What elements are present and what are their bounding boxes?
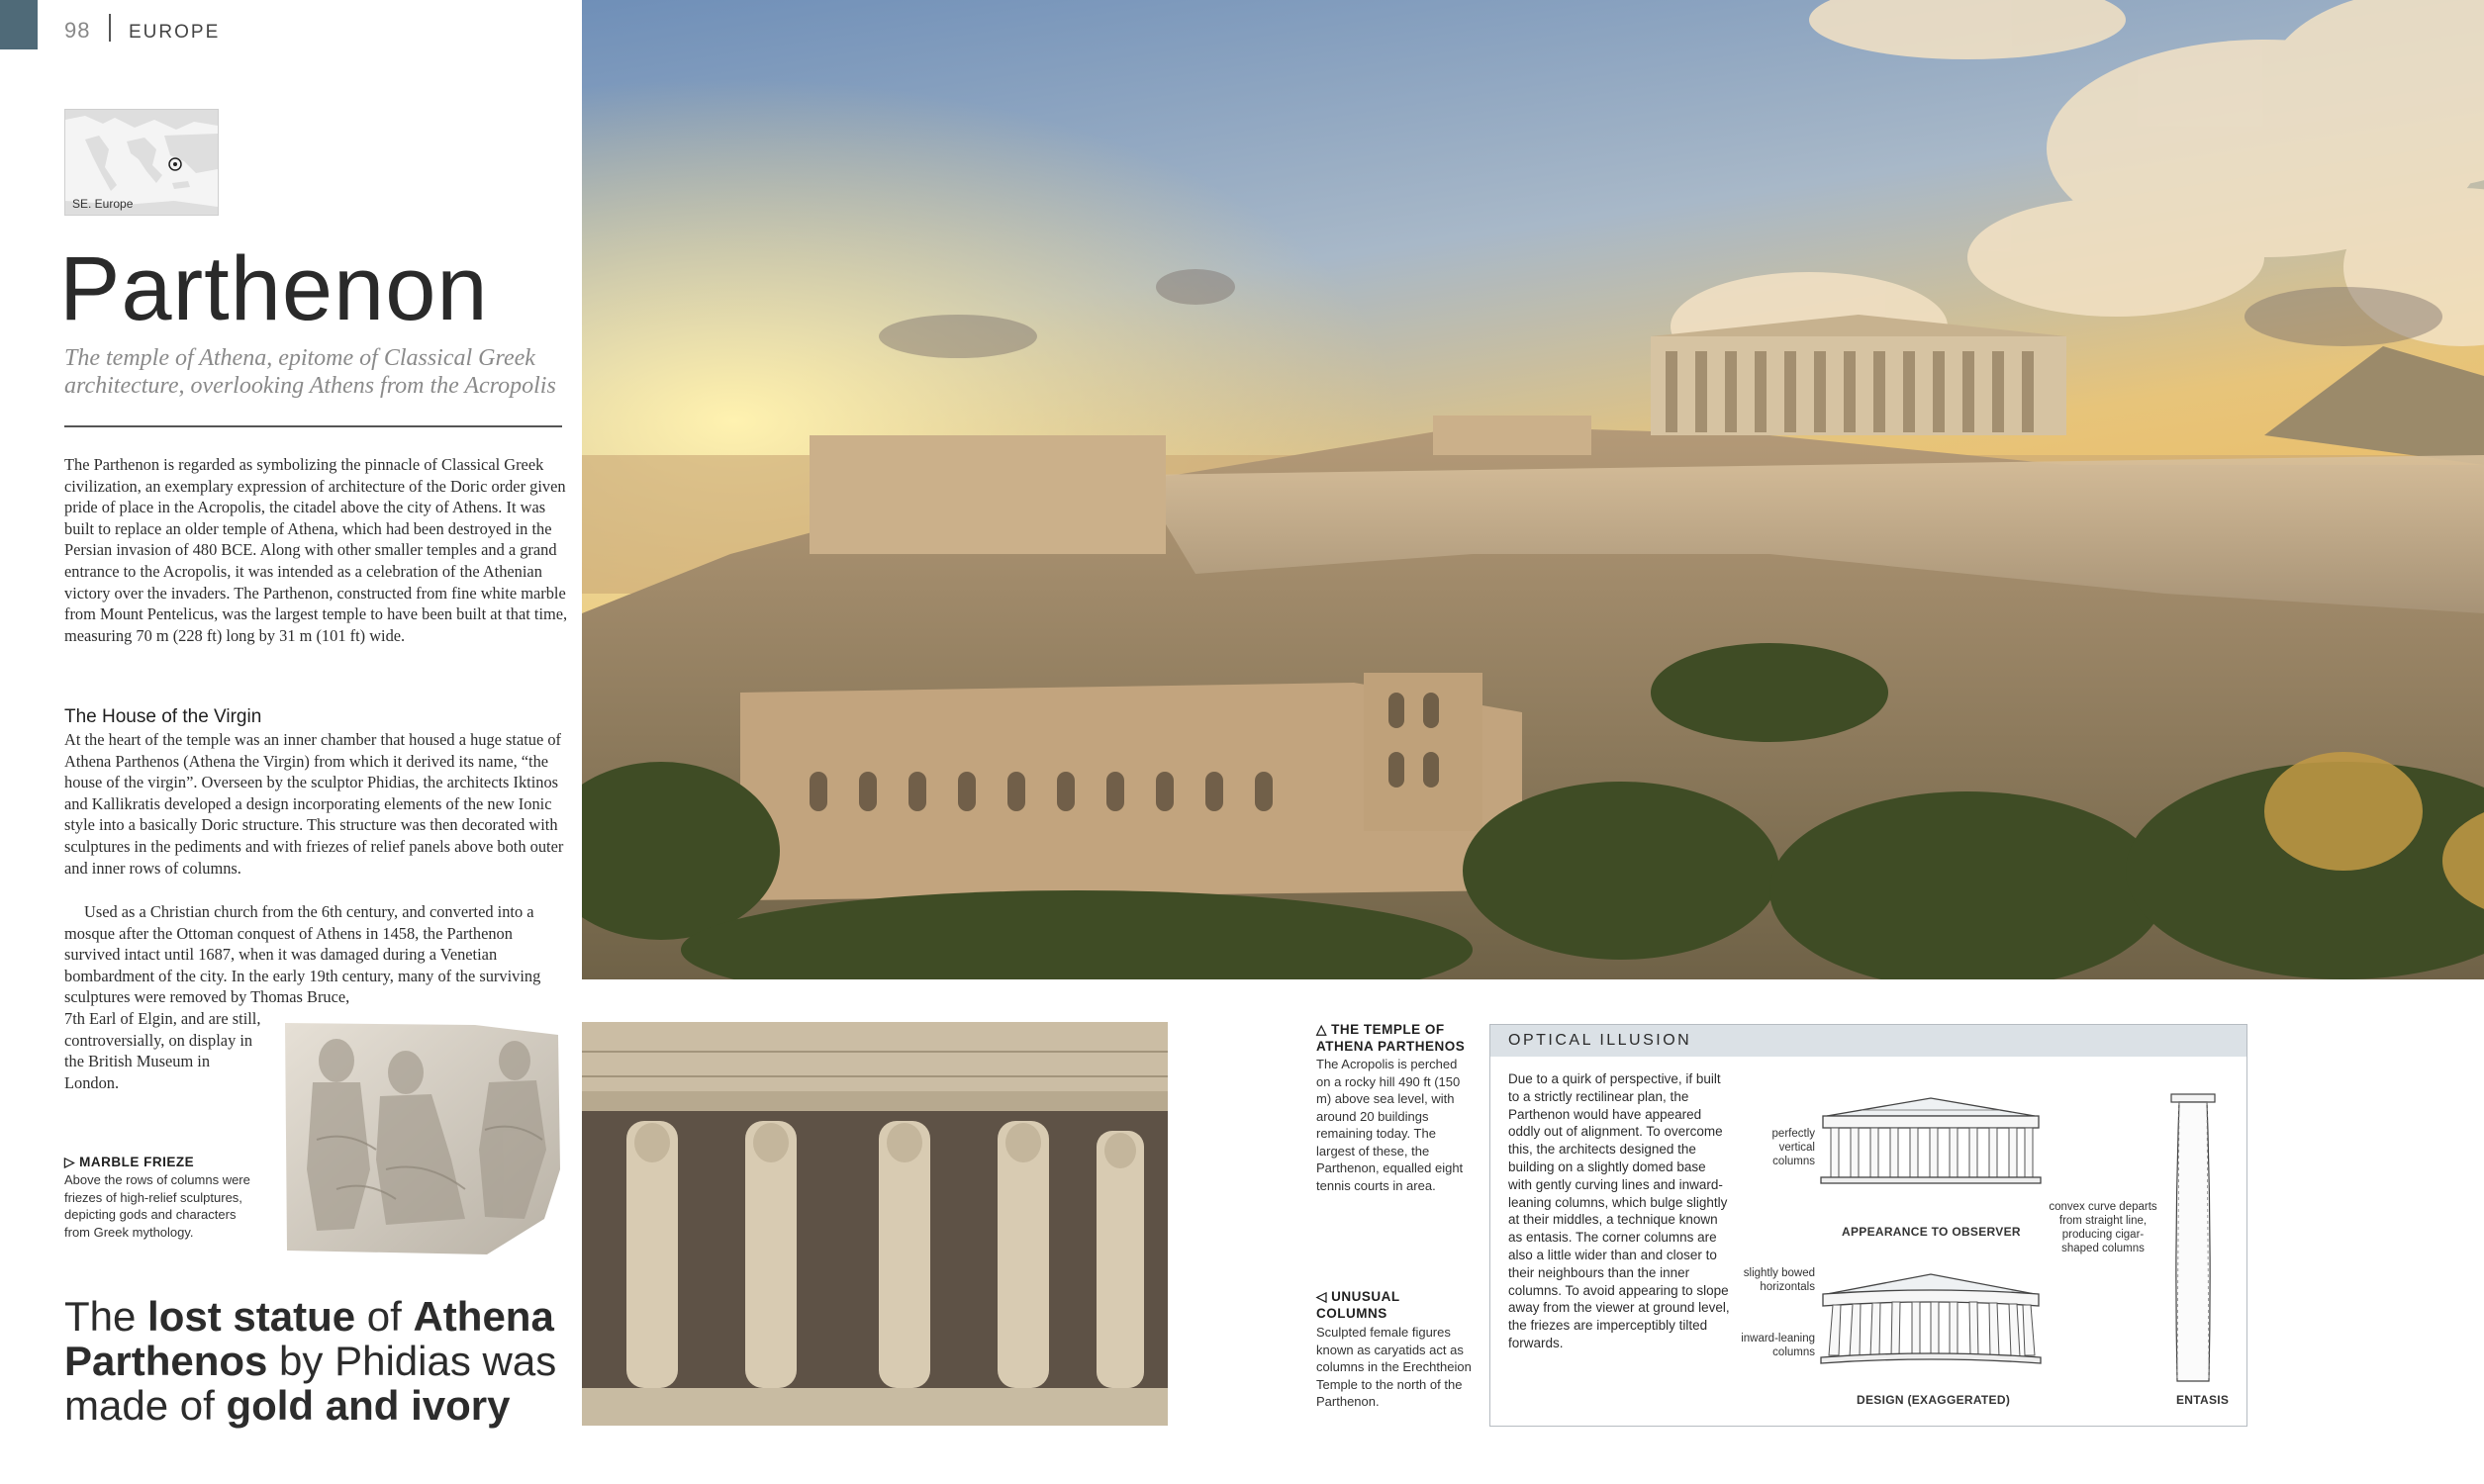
label-convex-curve: convex curve departs from straight line, producing cigar-shaped columns (2049, 1201, 2157, 1254)
page-number: 98 (64, 18, 91, 43)
parthenon-graphic (1651, 315, 2066, 435)
intro-paragraph: The Parthenon is regarded as symbolizing the pinnacle of Classical Greek civilization, an exemplary expression of architecture of the Doric order given pride of place in the Acropolis, the citadel above the city of Athens. It was built to replace an older temple of Athena, which had been destroyed in the Persian invasion of 480 BCE. Along with other smaller temples and a grand entrance to the Acropolis, it was intended as a celebration of the Athenian victory over the invaders. The Parthenon, constructed from fine white marble from Mount Pentelicus, was the largest temple to have been built at that time, measuring 70 m (228 ft) long by 31 m (101 ft) wide. (64, 455, 568, 645)
frieze-caption-body: Above the rows of columns were friezes of high-relief sculptures, depicting gods and characters from Greek mythology. (64, 1172, 250, 1240)
page-subtitle: The temple of Athena, epitome of Classical Greek architecture, overlooking Athens from the Acropolis (64, 345, 556, 399)
section-heading: The House of the Virgin (64, 706, 262, 727)
columns-caption-body: Sculpted female figures known as caryatids act as columns in the Erechtheion Temple to the north of the Parthenon. (1316, 1325, 1472, 1409)
label-vertical-columns: perfectly vertical columns (1771, 1128, 1815, 1167)
columns-caption-title: ◁ UNUSUAL COLUMNS (1316, 1289, 1400, 1321)
acropolis-hero-photo (582, 0, 2484, 979)
body-paragraph-continued: 7th Earl of Elgin, and are still, controversially, on display in the British Museum in London. (64, 1009, 261, 1092)
label-bowed-horizontals: slightly bowed horizontals (1743, 1267, 1815, 1293)
optical-illusion-heading: OPTICAL ILLUSION (1508, 1032, 1692, 1049)
section-name: EUROPE (129, 22, 221, 43)
caption-design-exaggerated: DESIGN (EXAGGERATED) (1857, 1393, 2011, 1407)
body-paragraph: Used as a Christian church from the 6th century, and converted into a mosque after the Ottoman conquest of Athens in 1458, the Parthenon survived intact until 1687, when it was damaged during a Venetian bombardment of the city. In the early 19th century, many of the surviving sculptures were removed by Thomas Bruce, (64, 902, 541, 1007)
temple-caption-body: The Acropolis is perched on a rocky hill 490 ft (150 m) above sea level, with around 20 buildings remaining today. The largest of these, the Parthenon, equalled eight tennis courts in area. (1316, 1057, 1464, 1193)
locator-map (64, 109, 219, 216)
label-leaning-columns: inward-leaning columns (1741, 1333, 1815, 1358)
marble-frieze-photo (277, 1021, 566, 1258)
header-divider (109, 14, 111, 42)
body-paragraph: At the heart of the temple was an inner chamber that housed a huge statue of Athena Parthenos (Athena the Virgin) from which it derived its name, “the house of the virgin”. Overseen by the sculptor Phidias, the architects Iktinos and Kallikratis developed a design incorporating elements of the new Ionic style into a basically Doric structure. This structure was then decorated with sculptures in the pediments and with friezes of relief panels above both outer and inner rows of columns. (64, 730, 564, 878)
temple-caption-title: △ THE TEMPLE OF ATHENA PARTHENOS (1316, 1022, 1466, 1054)
title-rule (64, 425, 562, 427)
temple-design-diagram (1817, 1272, 2045, 1366)
optical-illusion-header (1490, 1025, 2246, 1057)
page-tab-marker (0, 0, 38, 49)
frieze-caption-title: ▷ MARBLE FRIEZE (64, 1155, 195, 1169)
optical-illusion-panel (1489, 1024, 2247, 1427)
optical-illusion-text: Due to a quirk of perspective, if built to a strictly rectilinear plan, the Parthenon would have appeared oddly out of alignment. To overcome this, the architects designed the building on a slightly domed base with gently curving lines and inward-leaning columns, which bulge slightly at their middles, a technique known as entasis. The corner columns are also a little wider than and closer to their neighbours than the inner columns. To avoid appearing to slope away from the viewer at ground level, the friezes are imperceptibly tilted forwards. (1508, 1071, 1730, 1350)
map-region-label: SE. Europe (72, 197, 134, 211)
caption-appearance-observer: APPEARANCE TO OBSERVER (1842, 1225, 2021, 1239)
caption-entasis: ENTASIS (2176, 1393, 2230, 1407)
pull-quote: The lost statue of Athena Parthenos by Phidias was made of gold and ivory (64, 1293, 557, 1429)
temple-observer-diagram (1817, 1096, 2045, 1185)
page-title: Parthenon (59, 238, 489, 339)
caryatids-photo (582, 1022, 1168, 1426)
entasis-column-diagram (2163, 1092, 2223, 1389)
